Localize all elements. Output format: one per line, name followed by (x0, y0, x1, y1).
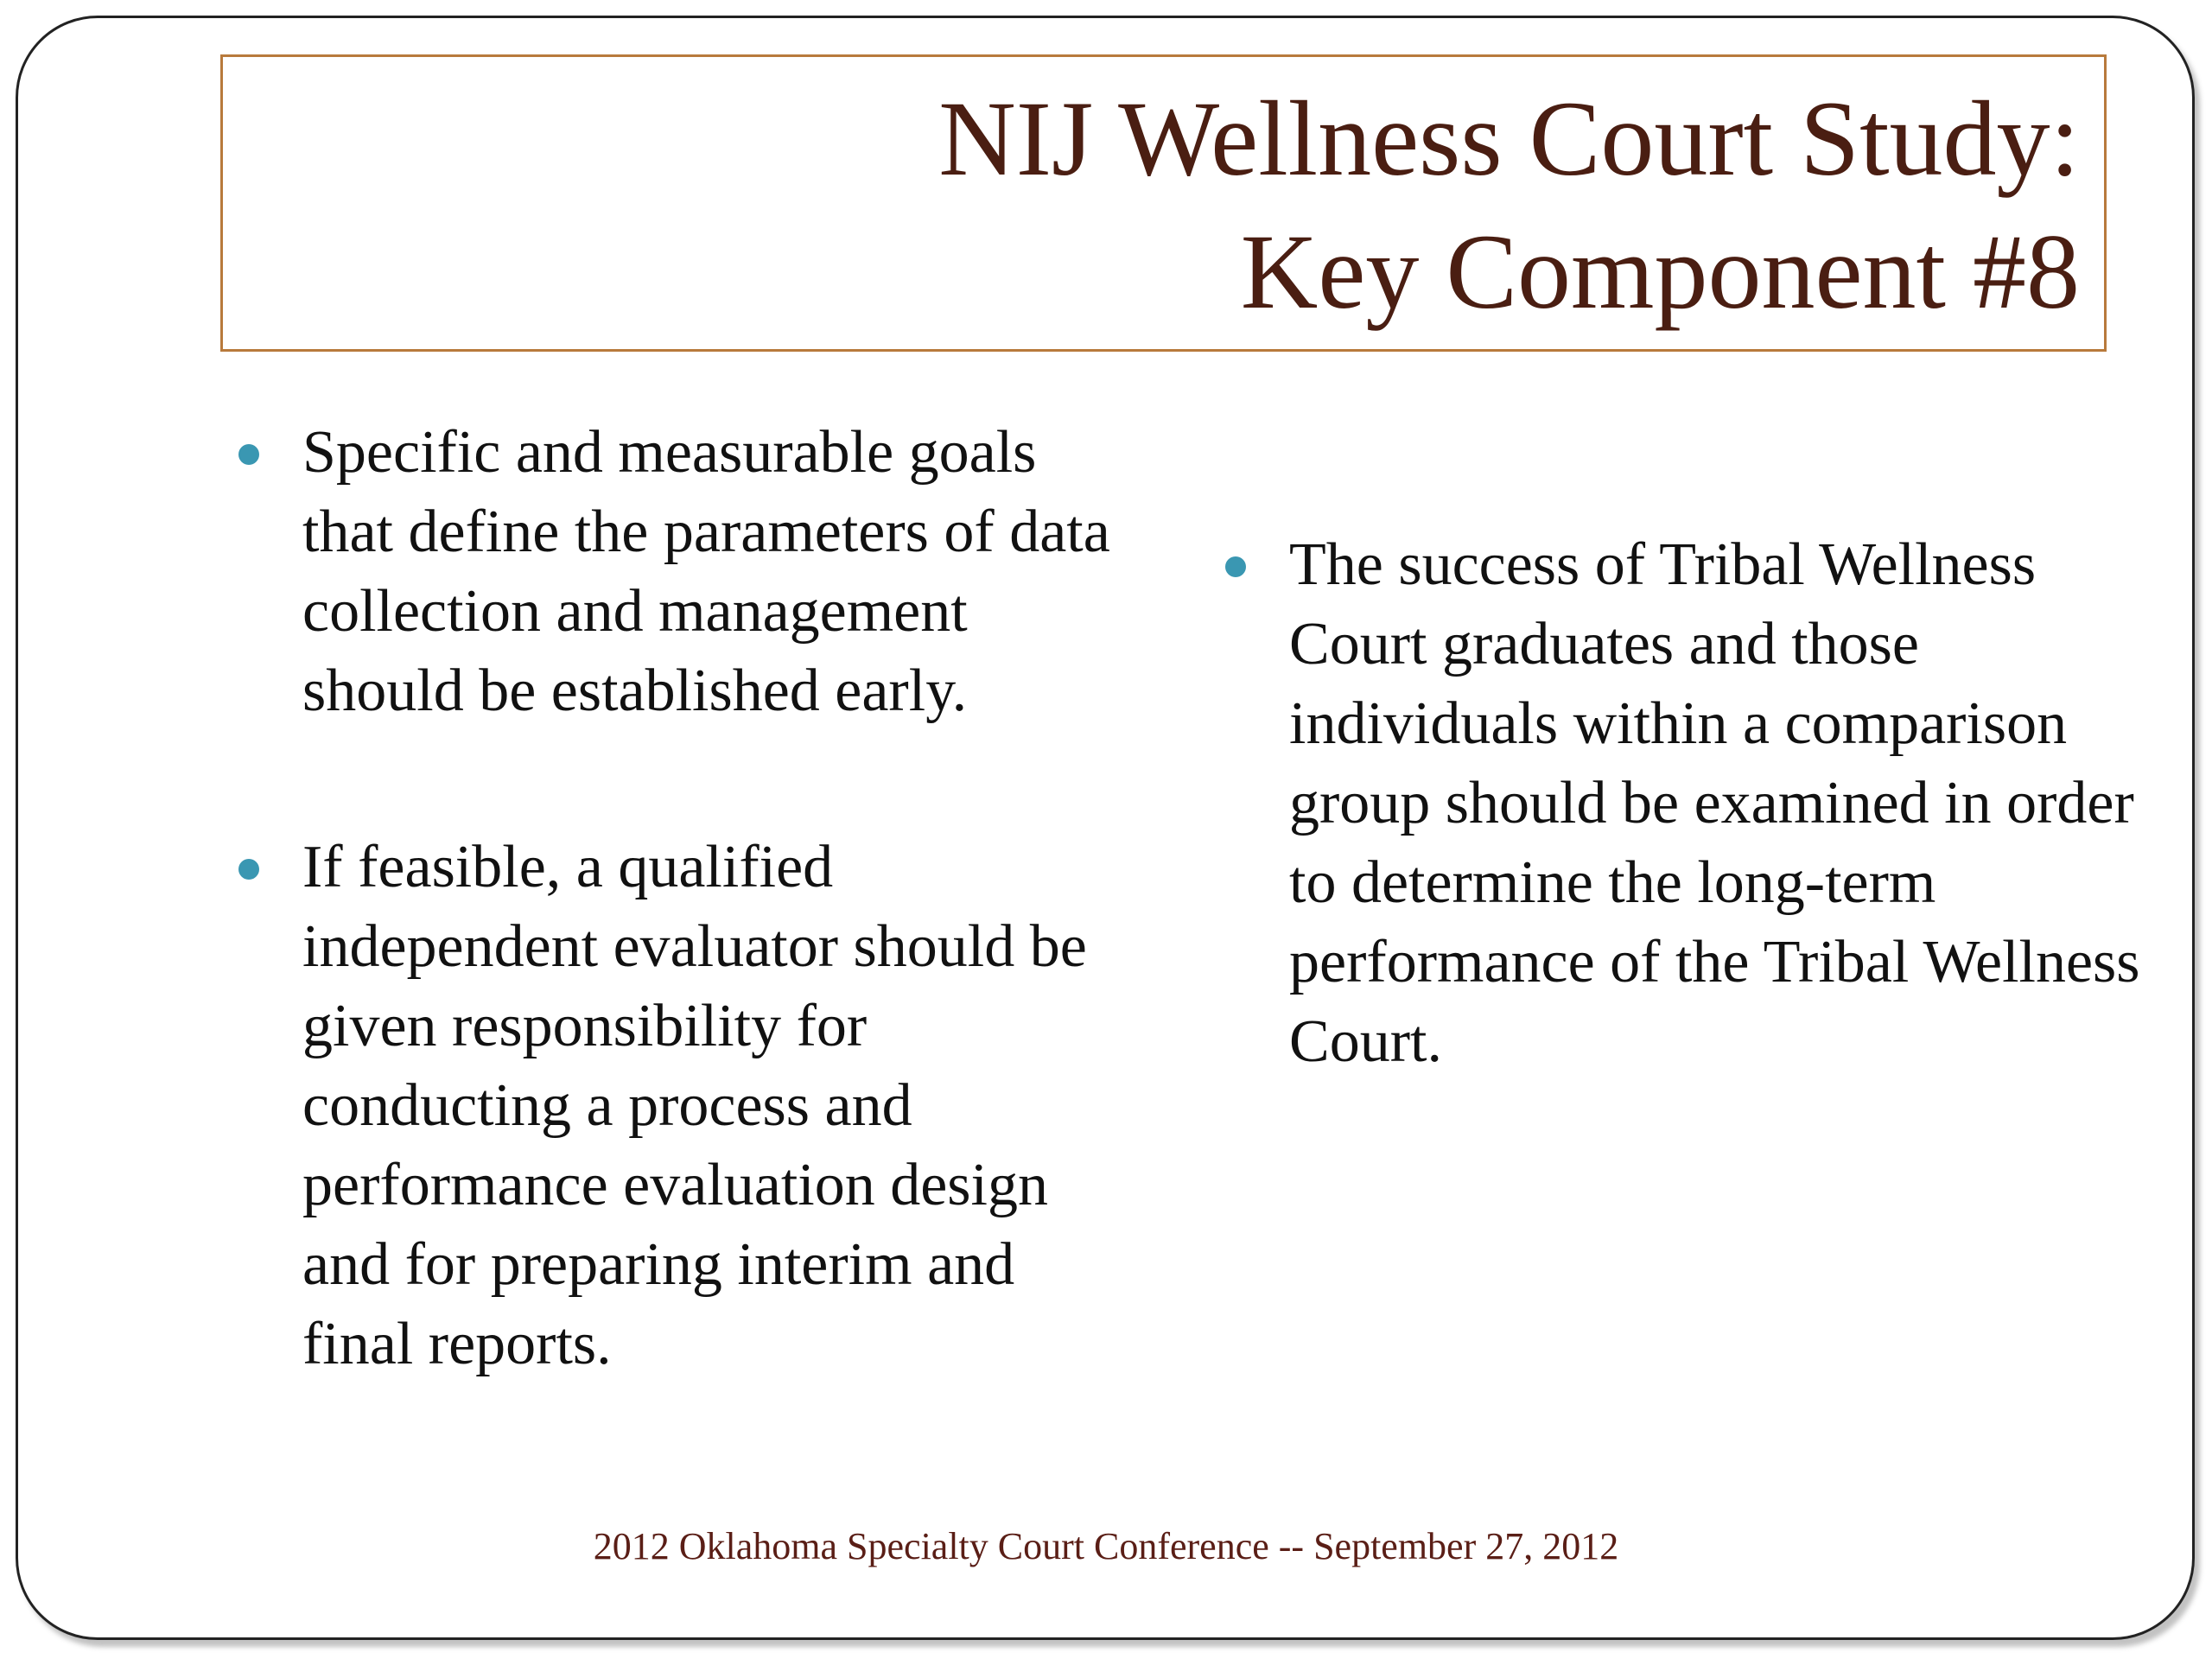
bullet-text: The success of Tribal Wellness Court graduates and those individuals within a comparison group should be examined in order to determine the long-term performance of the Tribal Wellness Court. (1289, 531, 2140, 1075)
bullet-text: Specific and measurable goals that define the parameters of data collection and management should be established early. (302, 419, 1110, 724)
slide-footer: 2012 Oklahoma Specialty Court Conference -- September 27, 2012 (593, 1525, 1619, 1567)
right-column (1289, 525, 2171, 1082)
bullet-dot-icon (238, 859, 259, 880)
bullet-item (302, 828, 1115, 1384)
bullet-item (1289, 525, 2171, 1082)
bullet-item (302, 413, 1115, 731)
slide-title-line-2: Key Component #8 (1240, 213, 2080, 331)
title-box (220, 54, 2107, 352)
bullet-text: If feasible, a qualified independent evaluator should be given responsibility for conducting a process and performance evaluation design and for preparing interim and final reports. (302, 834, 1087, 1377)
bullet-dot-icon (238, 444, 259, 465)
bullet-dot-icon (1225, 556, 1246, 577)
left-column (302, 413, 1115, 1384)
slide-title-line-1: NIJ Wellness Court Study: (938, 79, 2080, 198)
